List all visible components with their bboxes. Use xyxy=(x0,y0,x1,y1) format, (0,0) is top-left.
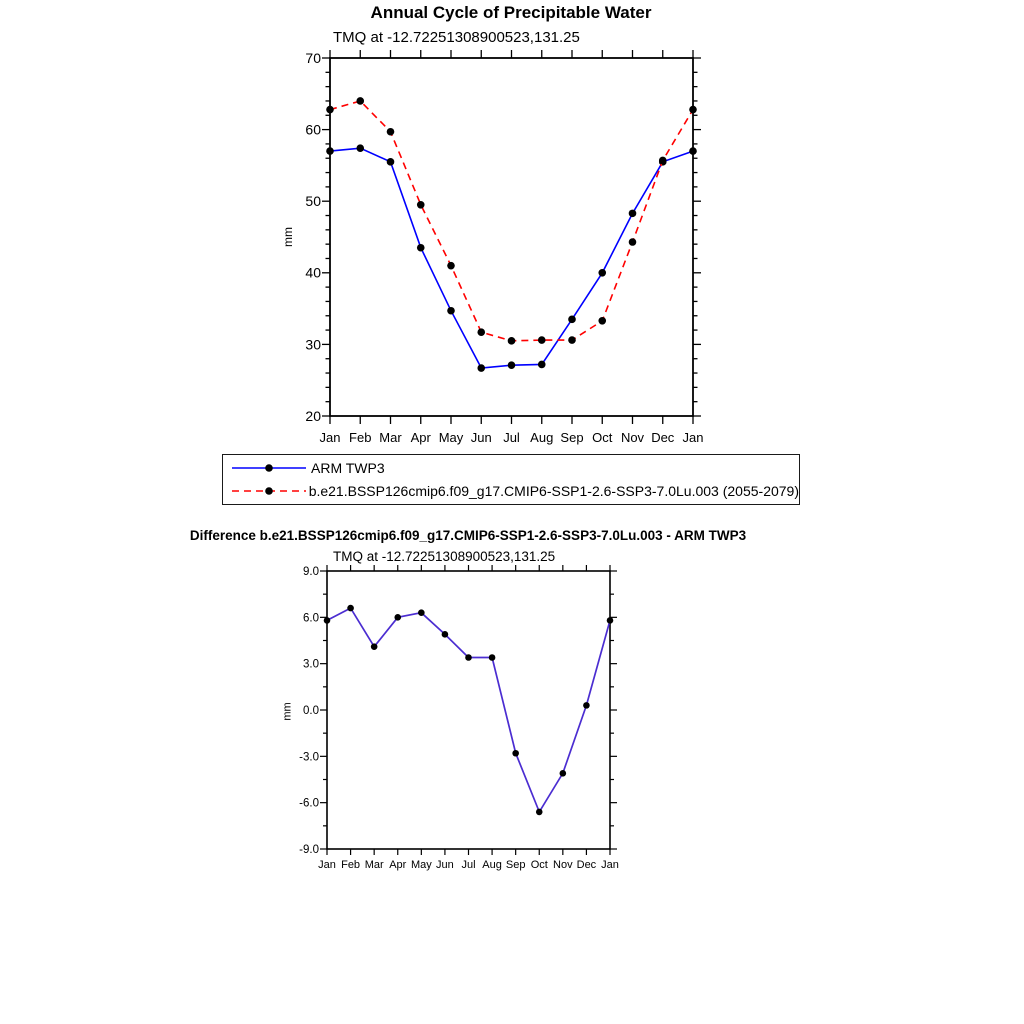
legend-sample-marker xyxy=(265,487,273,495)
y-tick-label: 30 xyxy=(305,336,321,353)
data-point xyxy=(371,643,378,650)
x-tick-label: Oct xyxy=(592,430,613,445)
x-tick-label: Jan xyxy=(319,430,341,445)
bottom-chart-y-axis-label: mm xyxy=(281,702,294,721)
axis-labels xyxy=(299,566,619,871)
data-point xyxy=(508,337,516,345)
data-point xyxy=(689,106,697,114)
y-tick-label: -6.0 xyxy=(299,797,319,810)
x-tick-label: Apr xyxy=(389,859,407,871)
legend-label-model: b.e21.BSSP126cmip6.f09_g17.CMIP6-SSP1-2.6-SSP3-7.0Lu.003 (2055-2079) xyxy=(308,482,799,499)
x-tick-label: Feb xyxy=(349,430,372,445)
y-tick-label: 3.0 xyxy=(303,658,319,671)
data-point xyxy=(356,144,364,152)
data-point xyxy=(477,328,485,336)
series-line xyxy=(330,101,693,341)
data-point xyxy=(568,316,576,324)
data-point xyxy=(477,364,485,372)
x-tick-label: Jan xyxy=(318,859,336,871)
legend-sample-marker xyxy=(265,465,273,473)
data-point xyxy=(489,654,496,661)
data-point xyxy=(442,631,449,638)
axis-labels xyxy=(305,50,703,445)
y-tick-label: 6.0 xyxy=(303,612,319,625)
x-tick-label: Jan xyxy=(682,430,704,445)
bottom-chart xyxy=(0,555,1024,885)
series-line xyxy=(327,608,610,812)
x-tick-label: Jun xyxy=(470,430,492,445)
x-tick-label: Sep xyxy=(560,430,584,445)
data-point xyxy=(598,317,606,325)
top-chart xyxy=(0,0,1024,455)
x-tick-label: Apr xyxy=(410,430,431,445)
x-tick-label: Nov xyxy=(620,430,645,445)
bottom-chart-subtitle: TMQ at -12.72251308900523,131.25 xyxy=(333,549,556,564)
y-tick-label: -9.0 xyxy=(299,844,319,857)
legend-line-sample-dashed-icon xyxy=(230,484,306,498)
legend-label-obs: ARM TWP3 xyxy=(311,460,385,477)
x-tick-label: Oct xyxy=(530,859,548,871)
y-tick-label: 20 xyxy=(305,407,321,424)
data-point xyxy=(417,201,425,209)
data-point xyxy=(598,269,606,277)
data-point xyxy=(387,158,395,166)
x-tick-label: May xyxy=(410,859,432,871)
top-chart-subtitle: TMQ at -12.72251308900523,131.25 xyxy=(333,29,580,46)
y-tick-label: 70 xyxy=(305,49,321,66)
data-point xyxy=(659,157,667,165)
y-tick-label: 9.0 xyxy=(303,566,319,579)
y-tick-label: 40 xyxy=(305,264,321,281)
y-tick-label: 50 xyxy=(305,193,321,210)
data-point xyxy=(447,307,455,315)
data-point xyxy=(447,262,455,270)
x-tick-label: Dec xyxy=(651,430,675,445)
data-point xyxy=(568,336,576,344)
x-tick-label: Aug xyxy=(482,859,502,871)
legend-line-sample-solid-icon xyxy=(230,461,308,475)
data-point xyxy=(536,809,543,816)
plot-frame xyxy=(327,571,610,849)
data-point xyxy=(538,361,546,369)
x-tick-label: Mar xyxy=(364,859,384,871)
data-point xyxy=(465,654,472,661)
data-point xyxy=(417,244,425,252)
x-tick-label: Feb xyxy=(341,859,361,871)
data-point xyxy=(538,336,546,344)
x-tick-label: Sep xyxy=(505,859,526,871)
data-point xyxy=(607,617,614,624)
data-point xyxy=(394,614,401,621)
x-tick-label: Jun xyxy=(436,859,454,871)
bottom-chart-title: Difference b.e21.BSSP126cmip6.f09_g17.CMIP6-SSP1-2.6-SSP3-7.0Lu.003 - ARM TWP3 xyxy=(189,528,747,543)
data-point xyxy=(326,147,334,155)
data-point xyxy=(326,106,334,114)
data-point xyxy=(356,97,364,105)
data-point xyxy=(560,770,567,777)
y-tick-label: -3.0 xyxy=(299,751,319,764)
legend-entry-obs xyxy=(230,459,799,477)
series-0 xyxy=(324,605,614,815)
x-tick-label: May xyxy=(438,430,464,445)
data-point xyxy=(512,750,519,757)
x-tick-label: Mar xyxy=(379,430,402,445)
x-tick-label: Jul xyxy=(503,430,520,445)
x-tick-label: Dec xyxy=(576,859,597,871)
x-tick-label: Aug xyxy=(530,430,554,445)
data-point xyxy=(418,609,425,616)
x-tick-label: Jan xyxy=(601,859,619,871)
y-tick-label: 0.0 xyxy=(303,705,319,718)
data-point xyxy=(629,238,637,246)
series-1 xyxy=(326,97,697,344)
data-point xyxy=(324,617,331,624)
data-point xyxy=(347,605,354,612)
axes xyxy=(320,565,617,855)
data-point xyxy=(387,128,395,136)
legend-entry-model xyxy=(230,482,799,500)
data-point xyxy=(629,210,637,218)
legend xyxy=(222,454,800,505)
y-tick-label: 60 xyxy=(305,121,321,138)
top-chart-title: Annual Cycle of Precipitable Water xyxy=(370,3,652,22)
x-tick-label: Nov xyxy=(553,859,573,871)
data-point xyxy=(583,702,590,709)
top-chart-y-axis-label: mm xyxy=(281,227,295,247)
series-line xyxy=(330,148,693,368)
data-point xyxy=(508,361,516,369)
x-tick-label: Jul xyxy=(461,859,476,871)
data-point xyxy=(689,147,697,155)
